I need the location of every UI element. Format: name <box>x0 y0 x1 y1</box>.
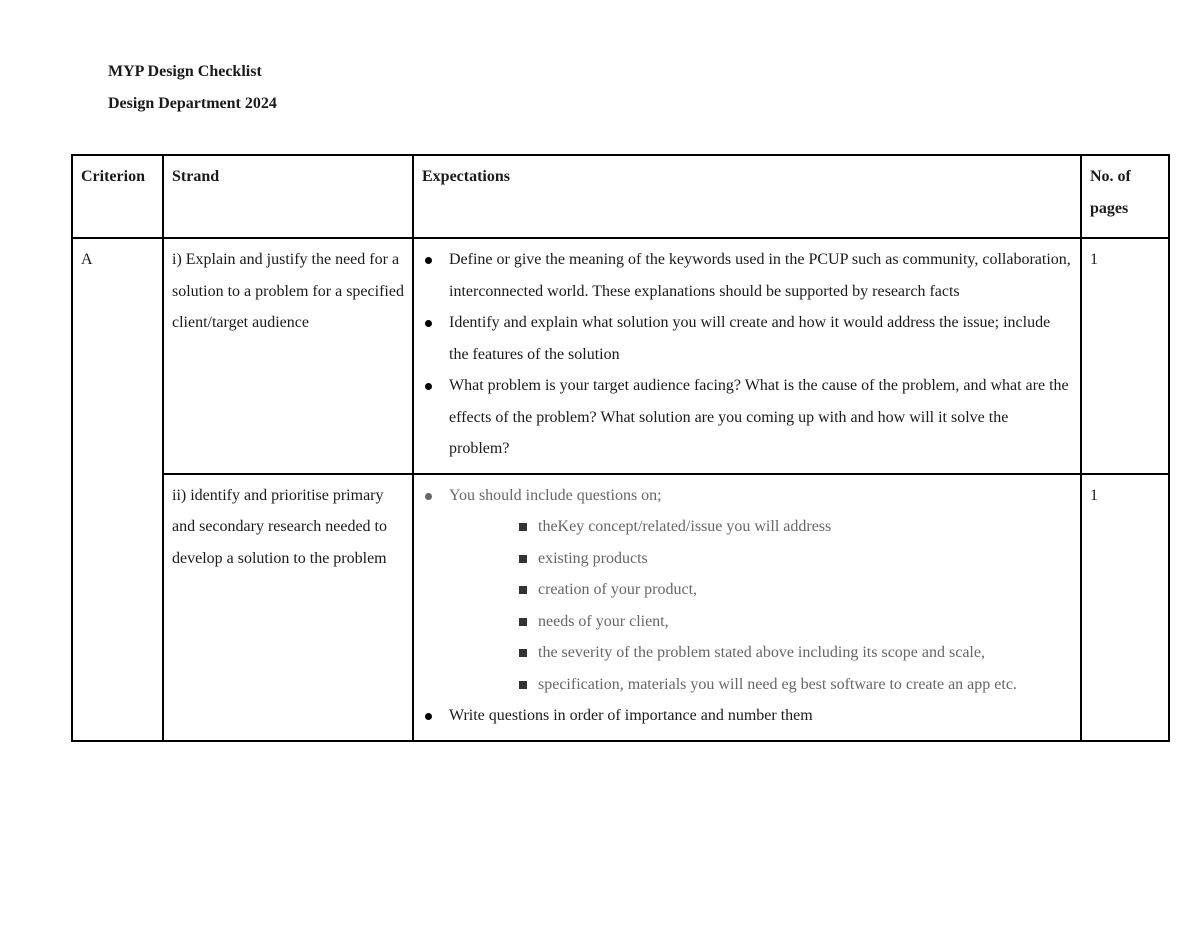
header-criterion: Criterion <box>72 155 163 238</box>
strand-cell: i) Explain and justify the need for a solution to a problem for a specified client/target audience <box>163 238 413 474</box>
list-item <box>422 480 1072 701</box>
sub-list-item: specification, materials you will need eg best software to create an app etc. <box>449 669 1072 701</box>
sub-list-item: existing products <box>449 543 1072 575</box>
sub-list-item: creation of your product, <box>449 574 1072 606</box>
expectations-cell <box>413 238 1081 474</box>
table-row <box>72 474 1169 741</box>
sub-list-item: theKey concept/related/issue you will address <box>449 511 1072 543</box>
header-pages: No. of pages <box>1081 155 1169 238</box>
document-subtitle: Design Department 2024 <box>108 95 277 112</box>
header-strand: Strand <box>163 155 413 238</box>
header-expectations: Expectations <box>413 155 1081 238</box>
checklist-table <box>71 154 1170 742</box>
expectations-cell <box>413 474 1081 741</box>
pages-cell: 1 <box>1081 238 1169 474</box>
list-intro: You should include questions on; <box>449 486 662 504</box>
table-header-row <box>72 155 1169 238</box>
list-item: Write questions in order of importance and number them <box>422 700 1072 732</box>
list-item: Identify and explain what solution you will create and how it would address the issue; include the features of the solution <box>422 307 1072 370</box>
list-item: Define or give the meaning of the keywords used in the PCUP such as community, collaboration, interconnected world. These explanations should be supported by research facts <box>422 244 1072 307</box>
document-title: MYP Design Checklist <box>108 63 262 80</box>
table-row <box>72 238 1169 474</box>
sub-list-item: the severity of the problem stated above including its scope and scale, <box>449 637 1072 669</box>
pages-cell: 1 <box>1081 474 1169 741</box>
sub-list-item: needs of your client, <box>449 606 1072 638</box>
strand-cell: ii) identify and prioritise primary and secondary research needed to develop a solution to the problem <box>163 474 413 741</box>
list-item: What problem is your target audience facing? What is the cause of the problem, and what are the effects of the problem? What solution are you coming up with and how will it solve the problem? <box>422 370 1072 465</box>
criterion-cell: A <box>72 238 163 741</box>
